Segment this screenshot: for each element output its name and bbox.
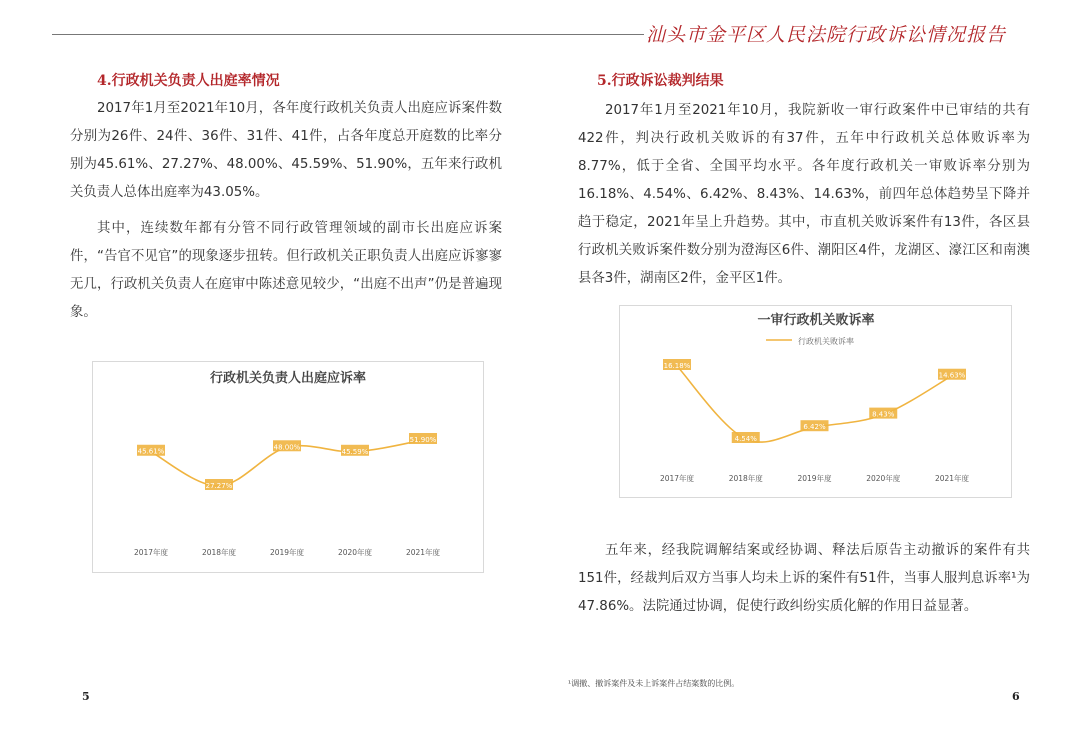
chart-title: 一审行政机关败诉率 — [757, 313, 875, 328]
category-label: 2021年度 — [934, 474, 970, 483]
left-paragraph-1: 2017年1月至2021年10月，各年度行政机关负责人出庭应诉案件数分别为26件、24件、36件、31件、41件，占各年度总开庭数的比率分别为45.61%、27.27%、48.00%、45.59%、51.90%，五年来行政机关负责人总体出庭率为43.05%。 — [70, 101, 502, 200]
data-label: 48.00% — [273, 443, 301, 452]
right-paragraph-1: 2017年1月至2021年10月，我院新收一审行政案件中已审结的共有422件，判决行政机关败诉的有37件，五年中行政机关总体败诉率为8.77%，低于全省、全国平均水平。各年度行政机关一审败诉率分别为16.18%、4.54%、6.42%、8.43%、14.63%，前四年总体趋势呈下降并趋于稳定，2021年呈上升趋势。其中，市直机关败诉案件有13件，各区县行政机关败诉案件数分别为澄海区6件、潮阳区4件，龙湖区、濠江区和南澳县各3件，湖南区2件，金平区1件。 — [578, 103, 1030, 286]
data-label: 14.63% — [938, 371, 966, 380]
data-label: 45.61% — [137, 447, 165, 456]
data-label: 6.42% — [803, 423, 826, 432]
data-label: 8.43% — [872, 410, 895, 419]
category-label: 2017年度 — [133, 548, 169, 557]
report-header-title: 汕头市金平区人民法院行政诉讼情况报告 — [646, 24, 1007, 46]
footnote: ¹调撤、撤诉案件及未上诉案件占结案数的比例。 — [568, 679, 740, 688]
section-title-5: 5.行政诉讼裁判结果 — [597, 73, 724, 89]
page-number-right: 6 — [1012, 690, 1020, 703]
chart-title: 行政机关负责人出庭应诉率 — [209, 371, 367, 386]
data-label: 4.54% — [734, 435, 757, 443]
data-label: 16.18% — [663, 362, 691, 370]
right-paragraph-2: 五年来，经我院调解结案或经协调、释法后原告主动撤诉的案件有共151件，经裁判后双方当事人均未上诉的案件有51件，当事人服判息诉率¹为47.86%。法院通过协调，促使行政纠纷实质化解的作用日益显著。 — [578, 543, 1030, 614]
page-number-left: 5 — [82, 690, 90, 703]
section-title-4: 4.行政机关负责人出庭率情况 — [97, 73, 280, 89]
loss-rate-chart-svg — [620, 306, 1011, 497]
legend-label: 行政机关败诉率 — [798, 337, 854, 346]
category-label: 2021年度 — [405, 548, 441, 557]
category-label: 2018年度 — [201, 548, 237, 557]
category-label: 2018年度 — [728, 474, 763, 483]
data-label: 27.27% — [205, 482, 233, 490]
attendance-rate-chart — [92, 361, 484, 573]
category-label: 2019年度 — [797, 474, 832, 483]
category-label: 2017年度 — [659, 474, 695, 483]
loss-rate-chart — [619, 305, 1012, 498]
left-paragraph-2: 其中，连续数年都有分管不同行政管理领域的副市长出庭应诉案件，“告官不见官”的现象逐步扭转。但行政机关正职负责人出庭应诉寥寥无几，行政机关负责人在庭审中陈述意见较少，“出庭不出声”仍是普遍现象。 — [70, 221, 502, 320]
header-rule — [52, 34, 644, 35]
category-label: 2020年度 — [337, 548, 373, 557]
data-label: 45.59% — [341, 447, 369, 456]
category-label: 2019年度 — [269, 548, 305, 557]
data-label: 51.90% — [409, 436, 437, 444]
category-label: 2020年度 — [866, 474, 901, 483]
attendance-rate-chart-svg — [93, 362, 483, 572]
